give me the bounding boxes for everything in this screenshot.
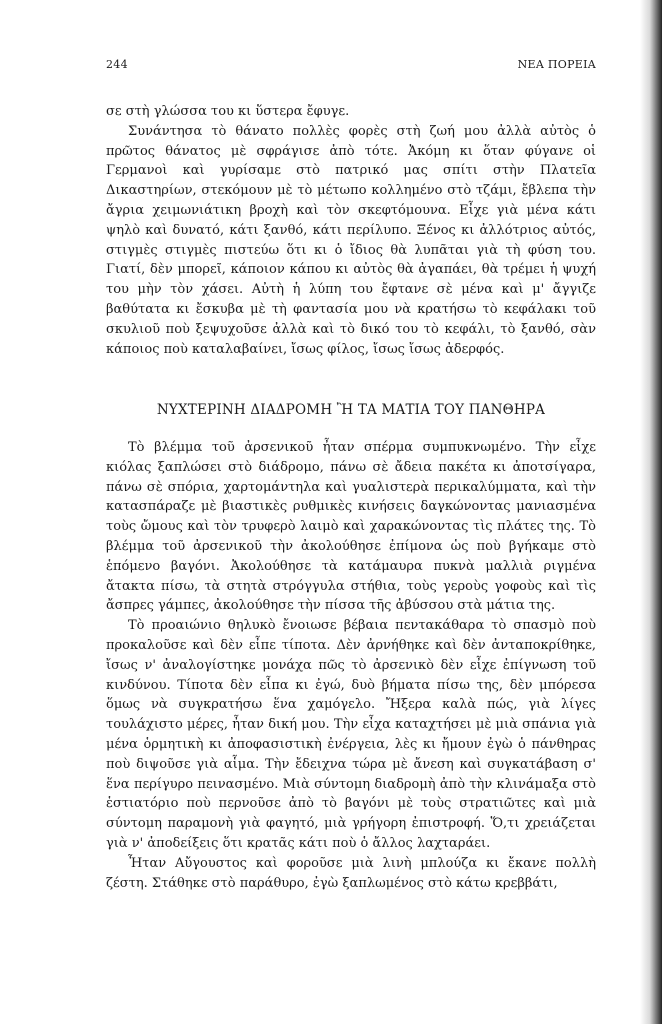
text-block-previous-story — [106, 102, 596, 359]
paragraph: Τὸ προαιώνιο θηλυκὸ ἔνοιωσε βέβαια πεντακάθαρα τὸ σπασμὸ ποὺ προκαλοῦσε καὶ δὲν εἶπε τίποτα. Δὲν ἀρνήθηκε καὶ δὲν ἀνταποκρίθηκε, ἴσως ν' ἀναλογίστηκε μονάχα πῶς τὸ ἀρσενικὸ δὲν εἶχε ἐπίγνωση τοῦ κινδύνου. Τίποτα δὲν εἶπα κι ἐγώ, δυὸ βήματα πίσω της, δὲν μπόρεσα ὅμως νὰ συγκρατήσω ἕνα χαμόγελο. Ἤξερα καλὰ πώς, γιὰ λίγες τουλάχιστο μέρες, ἦταν δική μου. Τὴν εἶχα καταχτήσει μὲ μιὰ σπάνια γιὰ μένα ὁρμητικὴ κι ἀποφασιστικὴ ἐνέργεια, λὲς κι ἤμουν ἐγὼ ὁ πάνθηρας ποὺ διψοῦσε γιὰ αἷμα. Τὴν ἔδειχνα τώρα μὲ ἄνεση καὶ συγκατάβαση σ' ἕνα περίγυρο πεινασμένο. Μιὰ σύντομη διαδρομὴ ἀπὸ τὴν κλινάμαξα στὸ ἑστιατόριο ποὺ περνοῦσε ἀπὸ τὸ βαγόνι μὲ τοὺς στρατιῶτες καὶ μιὰ σύντομη παραμονὴ γιὰ φαγητό, μιὰ γρήγορη ἐπιστροφή. Ὅ,τι χρειάζεται γιὰ ν' ἀποδείξεις ὅτι κρατᾶς κάτι ποὺ ὁ ἄλλος λαχταράει. — [106, 618, 596, 851]
story-title: ΝΥΧΤΕΡΙΝΗ ΔΙΑΔΡΟΜΗ Ἢ ΤΑ ΜΑΤΙΑ ΤΟΥ ΠΑΝΘΗΡΑ — [156, 402, 546, 418]
paragraph: Συνάντησα τὸ θάνατο πολλὲς φορὲς στὴ ζωή μου ἀλλὰ αὐτὸς ὁ πρῶτος θάνατος μὲ σφράγισε ἀπὸ τότε. Ἀκόμη κι ὅταν φύγανε οἱ Γερμανοὶ καὶ γυρίσαμε στὸ πατρικό μας σπίτι στὴν Πλατεῖα Δικαστηρίων, στεκόμουν μὲ τὸ μέτωπο κολλημένο στὸ τζάμι, ἔβλεπα τὴν ἄγρια χειμωνιάτικη βροχὴ καὶ τὸν σκεφτόμουνα. Εἶχε γιὰ μένα κάτι ψηλὸ καὶ δυνατό, κάτι ξανθό, κάτι περίλυπο. Ξένος κι ἀλλότριος αὐτός, στιγμὲς στιγμὲς πιστεύω ὅτι κι ὁ ἴδιος θὰ λυπᾶται γιὰ τὴ φύση του. Γιατί, δὲν μπορεῖ, κάποιον κάπου κι αὐτὸς θὰ ἀγαπάει, θὰ τρέμει ἡ ψυχή του μὴν τὸν χάσει. Αὐτὴ ἡ λύπη του ἔφτανε σὲ μένα καὶ μ' ἄγγιζε βαθύτατα κι ἔσκυβα μὲ τὴ φαντασία μου νὰ κρατήσω τὸ κεφάλακι τοῦ σκυλιοῦ ποὺ ξεψυχοῦσε ἀλλὰ καὶ τὸ δικό του τὸ κεφάλι, τὸ ξανθό, σὰν κάποιος ποὺ καταλαβαίνει, ἴσως φίλος, ἴσως ἴσως ἀδερφός. — [106, 123, 596, 357]
paragraph-continuation: σε στὴ γλώσσα του κι ὕστερα ἔφυγε. — [106, 104, 350, 119]
running-head: ΝΕΑ ΠΟΡΕΙΑ — [517, 58, 596, 71]
page-number: 244 — [106, 58, 128, 71]
paragraph: Ἦταν Αὔγουστος καὶ φοροῦσε μιὰ λινὴ μπλούζα κι ἔκανε πολλὴ ζέστη. Στάθηκε στὸ παράθυρο, ἐγὼ ξαπλωμένος στὸ κάτω κρεββάτι, — [106, 855, 596, 891]
page-header — [106, 58, 596, 74]
page-binding-shadow — [640, 0, 662, 1024]
paragraph: Τὸ βλέμμα τοῦ ἀρσενικοῦ ἦταν σπέρμα συμπυκνωμένο. Τὴν εἶχε κιόλας ξαπλώσει στὸ διάδρομο, πάνω σὲ ἄδεια πακέτα κι ἀποτσίγαρα, πάνω σὲ σπόρια, χαρτομάντηλα καὶ γυαλιστερὰ περικαλύμματα, καὶ τὴν κατασπάραζε μὲ βιαστικὲς ρυθμικὲς κινήσεις δαγκώνοντας μανιασμένα τοὺς ὤμους καὶ τὸν τρυφερὸ λαιμὸ καὶ χαρακώνοντας τὶς πλάτες της. Τὸ βλέμμα τοῦ ἀρσενικοῦ τὴν ἀκολούθησε ἐπίμονα ὡς ποὺ βγήκαμε στὸ ἑπόμενο βαγόνι. Ἀκολούθησε τὰ κατάμαυρα πυκνὰ μαλλιὰ ριγμένα ἄτακτα πίσω, τὰ στητὰ στρόγγυλα στήθια, τοὺς γεροὺς γοφοὺς καὶ τὶς ἄσπρες γάμπες, ἀκολούθησε τὴν πίσσα τῆς ἀβύσσου στὰ μάτια της. — [106, 440, 596, 614]
text-block-new-story — [106, 438, 596, 893]
